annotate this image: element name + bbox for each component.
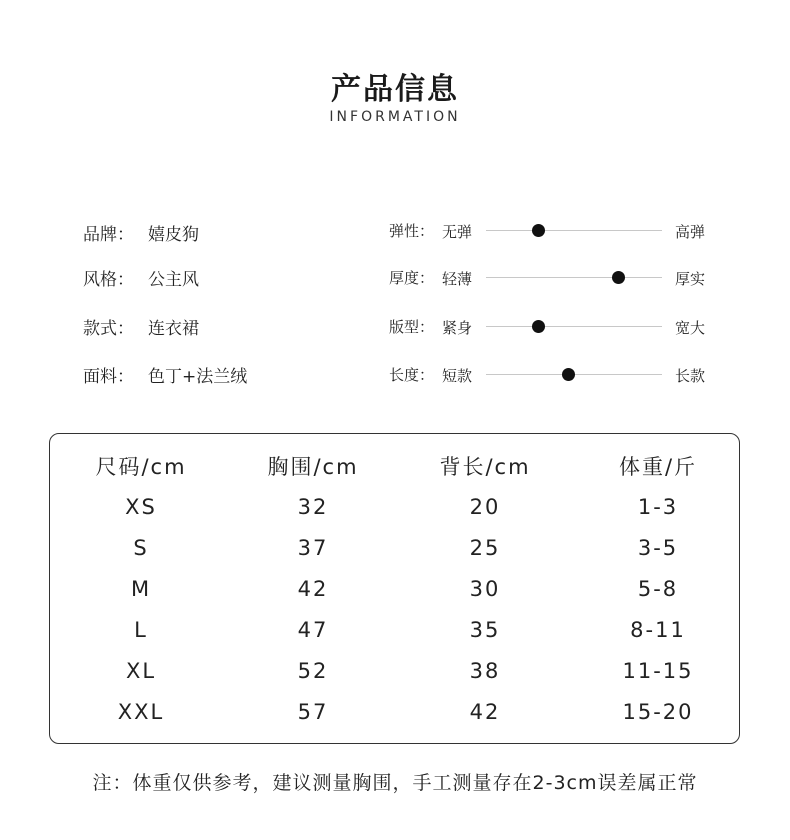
scale-length bbox=[389, 362, 719, 386]
table-cell: 15-20 bbox=[622, 700, 694, 724]
scale-low-label: 无弹 bbox=[442, 223, 473, 241]
table-cell: 42 bbox=[469, 700, 501, 724]
scale-thickness bbox=[389, 265, 719, 289]
table-cell: 3-5 bbox=[637, 536, 679, 560]
table-cell: 8-11 bbox=[630, 618, 686, 642]
scale-high-label: 高弹 bbox=[675, 223, 706, 241]
table-cell: 37 bbox=[297, 536, 329, 560]
table-cell: 52 bbox=[297, 659, 329, 683]
page-subtitle: INFORMATION bbox=[329, 109, 461, 125]
size-table bbox=[49, 433, 740, 744]
scale-indicator-dot bbox=[562, 368, 575, 381]
scale-low-label: 紧身 bbox=[442, 319, 473, 337]
scale-indicator-dot bbox=[532, 320, 545, 333]
table-row bbox=[50, 692, 739, 732]
scale-indicator-dot bbox=[532, 224, 545, 237]
table-cell: 47 bbox=[297, 618, 329, 642]
column-header: 尺码/cm bbox=[95, 455, 187, 479]
scale-high-label: 长款 bbox=[675, 367, 706, 385]
info-value: 公主风 bbox=[148, 269, 199, 290]
size-table-header bbox=[50, 446, 739, 486]
table-cell: 11-15 bbox=[622, 659, 694, 683]
table-cell: S bbox=[133, 536, 149, 560]
measurement-note: 注：体重仅供参考，建议测量胸围，手工测量存在2-3cm误差属正常 bbox=[92, 772, 698, 794]
table-cell: XXL bbox=[117, 700, 165, 724]
table-cell: XL bbox=[125, 659, 157, 683]
info-row-brand bbox=[83, 220, 199, 244]
info-value: 连衣裙 bbox=[148, 318, 199, 339]
table-cell: 25 bbox=[469, 536, 501, 560]
info-value: 色丁+法兰绒 bbox=[148, 366, 248, 387]
page-title: 产品信息 bbox=[331, 72, 459, 107]
table-cell: 1-3 bbox=[637, 495, 679, 519]
info-key: 面料： bbox=[83, 366, 134, 387]
info-row-fabric bbox=[83, 362, 247, 386]
column-header: 背长/cm bbox=[439, 455, 531, 479]
table-cell: 35 bbox=[469, 618, 501, 642]
table-cell: M bbox=[130, 577, 152, 601]
column-header: 胸围/cm bbox=[267, 455, 359, 479]
info-key: 品牌： bbox=[83, 224, 134, 245]
table-row bbox=[50, 610, 739, 650]
info-key: 风格： bbox=[83, 269, 134, 290]
scale-label: 长度： bbox=[389, 366, 435, 384]
table-cell: XS bbox=[125, 495, 157, 519]
scale-low-label: 轻薄 bbox=[442, 270, 473, 288]
table-cell: 5-8 bbox=[637, 577, 679, 601]
table-row bbox=[50, 651, 739, 691]
scale-indicator-dot bbox=[612, 271, 625, 284]
table-row bbox=[50, 569, 739, 609]
scale-track bbox=[486, 277, 662, 278]
scale-high-label: 宽大 bbox=[675, 319, 706, 337]
scale-track bbox=[486, 230, 662, 231]
info-row-type bbox=[83, 314, 199, 338]
table-cell: 42 bbox=[297, 577, 329, 601]
scale-label: 厚度： bbox=[389, 269, 435, 287]
info-value: 嬉皮狗 bbox=[148, 224, 199, 245]
scale-high-label: 厚实 bbox=[675, 270, 706, 288]
table-cell: 30 bbox=[469, 577, 501, 601]
table-row bbox=[50, 487, 739, 527]
table-cell: 32 bbox=[297, 495, 329, 519]
scale-fit bbox=[389, 314, 719, 338]
scale-track bbox=[486, 326, 662, 327]
table-cell: 38 bbox=[469, 659, 501, 683]
scale-label: 弹性： bbox=[389, 222, 435, 240]
table-cell: L bbox=[134, 618, 148, 642]
table-cell: 57 bbox=[297, 700, 329, 724]
info-row-style bbox=[83, 265, 199, 289]
scale-elasticity bbox=[389, 218, 719, 242]
column-header: 体重/斤 bbox=[618, 455, 698, 479]
info-key: 款式： bbox=[83, 318, 134, 339]
scale-low-label: 短款 bbox=[442, 367, 473, 385]
scale-label: 版型： bbox=[389, 318, 435, 336]
table-cell: 20 bbox=[469, 495, 501, 519]
table-row bbox=[50, 528, 739, 568]
